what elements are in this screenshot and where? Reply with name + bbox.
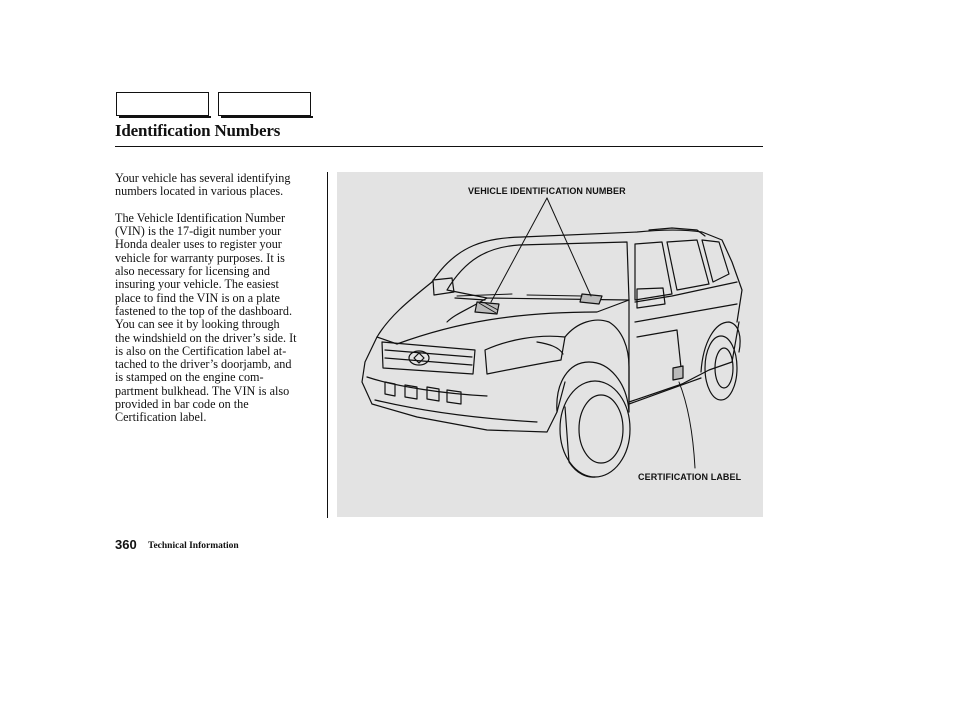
- header-tab-1: [116, 92, 209, 116]
- vin-label: VEHICLE IDENTIFICATION NUMBER: [468, 186, 626, 196]
- certification-label: CERTIFICATION LABEL: [638, 472, 742, 482]
- page-title: Identification Numbers: [115, 121, 281, 140]
- header-tab-2: [218, 92, 311, 116]
- vehicle-illustration: [337, 172, 763, 517]
- paragraph-intro: Your vehicle has several identifying numbers located in various places.: [115, 171, 291, 199]
- suv-drawing: [337, 172, 763, 517]
- paragraph-vin: The Vehicle Identification Number (VIN) is the 17-digit number your Honda dealer uses to register your vehicle for warranty purposes. It is also necessary for licensing and insuring your vehicle. The easiest place to find the VIN is on a plate fastened to the top of the dashboard. You can see it by looking through the windshield on the driver’s side. It is also on the Certification label at- tached to the driver’s doorjamb, and is stamped on the engine com- partment bulkhead. The VIN is also provided in bar code on the Certification label.: [115, 210, 297, 425]
- page-number: 360: [115, 537, 137, 552]
- body-text: [115, 172, 323, 438]
- section-name: Technical Information: [148, 541, 239, 551]
- column-divider: [327, 172, 328, 518]
- title-divider: [115, 146, 763, 147]
